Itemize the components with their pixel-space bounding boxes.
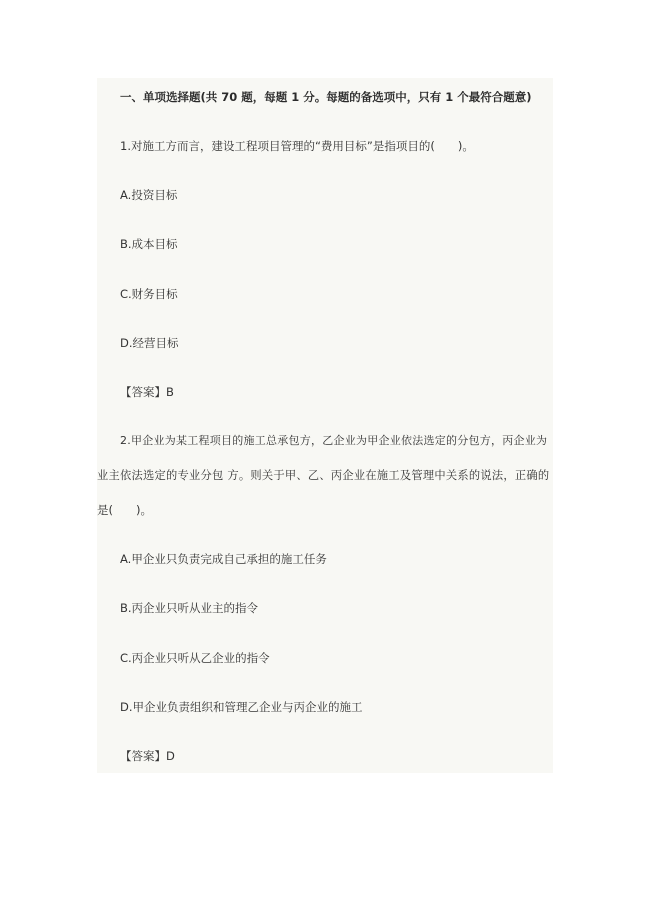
question-1-option-b: B.成本目标 bbox=[120, 237, 178, 251]
question-2-stem-line-2: 业主依法选定的专业分包 方。则关于甲、乙、丙企业在施工及管理中关系的说法，正确的 bbox=[97, 469, 550, 482]
question-2-option-d: D.甲企业负责组织和管理乙企业与丙企业的施工 bbox=[120, 700, 363, 714]
question-1-answer: 【答案】B bbox=[120, 385, 174, 399]
question-2-stem-line-1: 2.甲企业为某工程项目的施工总承包方，乙企业为甲企业依法选定的分包方，丙企业为 bbox=[120, 434, 548, 447]
content-panel bbox=[97, 78, 553, 773]
question-2-option-b: B.丙企业只听从业主的指令 bbox=[120, 601, 259, 615]
question-1-option-a: A.投资目标 bbox=[120, 188, 178, 202]
section-title: 一、单项选择题(共 70 题，每题 1 分。每题的备选项中，只有 1 个最符合题意) bbox=[120, 90, 532, 104]
question-2-answer: 【答案】D bbox=[120, 749, 175, 763]
question-2-stem-line-3: 是( )。 bbox=[97, 503, 152, 517]
question-2-option-a: A.甲企业只负责完成自己承担的施工任务 bbox=[120, 552, 327, 566]
question-1-option-d: D.经营目标 bbox=[120, 336, 179, 350]
question-2-option-c: C.丙企业只听从乙企业的指令 bbox=[120, 651, 270, 665]
question-1-option-c: C.财务目标 bbox=[120, 287, 178, 301]
question-1-stem: 1.对施工方而言，建设工程项目管理的“费用目标”是指项目的( )。 bbox=[120, 139, 474, 153]
